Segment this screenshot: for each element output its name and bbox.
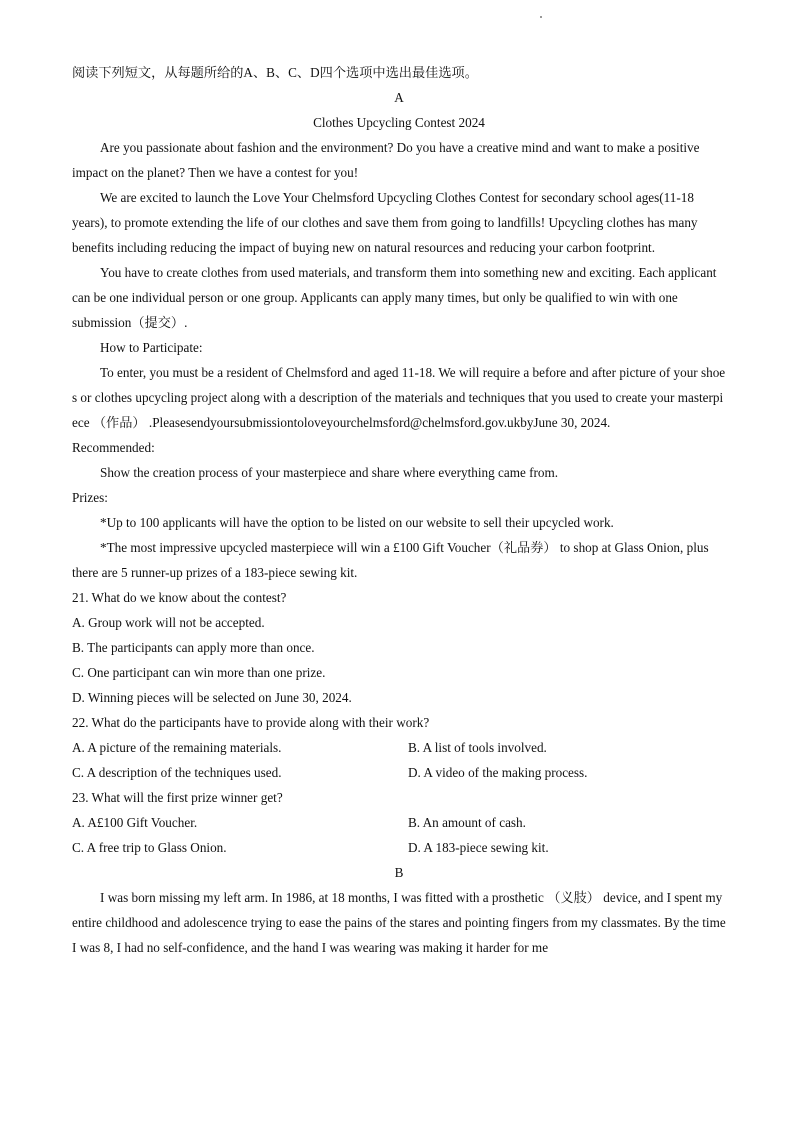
- question-23-options-row-2: [72, 835, 726, 860]
- question-22-option-b: B. A list of tools involved.: [408, 740, 547, 755]
- question-21-stem: 21. What do we know about the contest?: [72, 590, 287, 605]
- question-21-option-c: C. One participant can win more than one prize.: [72, 665, 326, 680]
- question-23-option-d: D. A 183-piece sewing kit.: [408, 840, 549, 855]
- prize-item-2: *The most impressive upcycled masterpiece will win a £100 Gift Voucher（礼品券） to shop at Glass Onion, plus there are 5 runner-up prizes of a 183-piece sewing kit.: [72, 540, 709, 580]
- question-22-options-row-1: [72, 735, 726, 760]
- question-21-option-d: D. Winning pieces will be selected on June 30, 2024.: [72, 690, 352, 705]
- passage-b-paragraph-1: I was born missing my left arm. In 1986, at 18 months, I was fitted with a prosthetic （义肢） device, and I spent my entire childhood and adolescence trying to ease the pains of the stares and pointing fingers from my classmates. By the time I was 8, I had no self-confidence, and the hand I was wearing was making it harder for me: [72, 890, 726, 955]
- passage-a-paragraph-3: You have to create clothes from used materials, and transform them into something new and exciting. Each applicant can be one individual person or one group. Applicants can apply many times, but only be qualified to win with one submission（提交）.: [72, 265, 717, 330]
- passage-b-letter: B: [394, 865, 404, 880]
- passage-a-letter: A: [394, 90, 404, 105]
- passage-a-title: Clothes Upcycling Contest 2024: [313, 115, 485, 130]
- question-23-option-c: C. A free trip to Glass Onion.: [72, 840, 227, 855]
- passage-a-paragraph-4: To enter, you must be a resident of Chelmsford and aged 11-18. We will require a before and after picture of your shoes or clothes upcycling project along with a description of the materials and techniques that you used to create your masterpiece （作品） .Pleasesendyoursubmissiontoloveyourchelmsford@chelmsford.gov.ukbyJune 30, 2024.: [72, 365, 726, 430]
- recommended-heading: Recommended:: [72, 440, 155, 455]
- instructions: 阅读下列短文，从每题所给的A、B、C、D四个选项中选出最佳选项。: [72, 65, 478, 80]
- scan-speck: [540, 16, 542, 18]
- prize-item-1: *Up to 100 applicants will have the option to be listed on our website to sell their upcycled work.: [100, 515, 614, 530]
- question-23-stem: 23. What will the first prize winner get?: [72, 790, 283, 805]
- question-22-option-c: C. A description of the techniques used.: [72, 765, 282, 780]
- question-22-option-a: A. A picture of the remaining materials.: [72, 740, 282, 755]
- question-23-options-row-1: [72, 810, 726, 835]
- question-21-option-a: A. Group work will not be accepted.: [72, 615, 265, 630]
- document-page: [72, 60, 726, 960]
- question-23-option-b: B. An amount of cash.: [408, 815, 526, 830]
- question-23-option-a: A. A£100 Gift Voucher.: [72, 815, 198, 830]
- how-to-participate-heading: How to Participate:: [100, 340, 203, 355]
- prizes-heading: Prizes:: [72, 490, 108, 505]
- question-21-option-b: B. The participants can apply more than once.: [72, 640, 315, 655]
- question-22-options-row-2: [72, 760, 726, 785]
- question-22-option-d: D. A video of the making process.: [408, 765, 588, 780]
- passage-a-paragraph-2: We are excited to launch the Love Your Chelmsford Upcycling Clothes Contest for secondary school ages(11-18 years), to promote extending the life of our clothes and save them from going to landfills! Upcycling clothes has many benefits including reducing the impact of buying new on natural resources and reducing your carbon footprint.: [72, 190, 698, 255]
- passage-a-paragraph-5: Show the creation process of your masterpiece and share where everything came from.: [100, 465, 559, 480]
- passage-a-paragraph-1: Are you passionate about fashion and the environment? Do you have a creative mind and want to make a positive impact on the planet? Then we have a contest for you!: [72, 140, 700, 180]
- question-22-stem: 22. What do the participants have to provide along with their work?: [72, 715, 430, 730]
